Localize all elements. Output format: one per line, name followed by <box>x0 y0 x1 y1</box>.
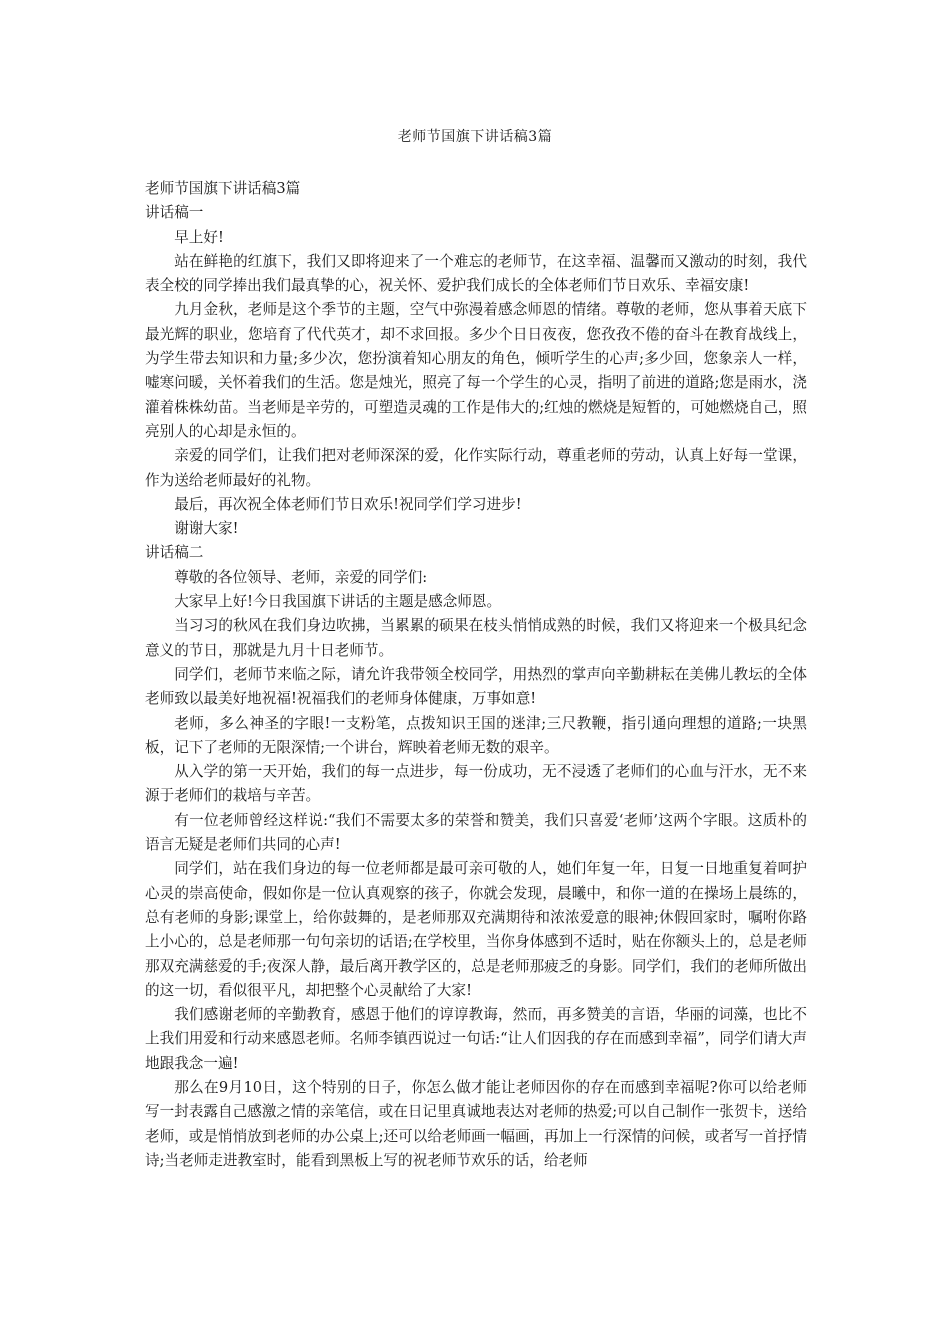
body-paragraph: 站在鲜艳的红旗下，我们又即将迎来了一个难忘的老师节，在这幸福、温馨而又激动的时刻，我代表全校的同学捧出我们最真挚的心，祝关怀、爱护我们成长的全体老师们节日欢乐、幸福安康! <box>145 252 807 295</box>
body-paragraph: 同学们，老师节来临之际，请允许我带领全校同学，用热烈的掌声向辛勤耕耘在美佛儿教坛的全体老师致以最美好地祝福!祝福我们的老师身体健康，万事如意! <box>145 665 807 708</box>
body-paragraph: 老师，多么神圣的字眼!一支粉笔，点拨知识王国的迷津;三尺教鞭，指引通向理想的道路;一块黑板，记下了老师的无限深情;一个讲台，辉映着老师无数的艰辛。 <box>145 714 807 756</box>
body-paragraph: 从入学的第一天开始，我们的每一点进步，每一份成功，无不浸透了老师们的心血与汗水，无不来源于老师们的栽培与辛苦。 <box>145 763 807 805</box>
body-paragraph: 那么在9月10日，这个特别的日子，你怎么做才能让老师因你的存在而感到幸福呢?你可以给老师写一封表露自己感激之情的亲笔信，或在日记里真诚地表达对老师的热爱;可以自己制作一张贺卡，送给老师，或是悄悄放到老师的办公桌上;还可以给老师画一幅画，再加上一行深情的问候，或者写一首抒情诗;当老师走进教室时，能看到黑板上写的祝老师节欢乐的话，给老师 <box>145 1078 807 1169</box>
body-paragraph: 谢谢大家! <box>174 520 239 538</box>
document-title: 老师节国旗下讲话稿3篇 <box>397 129 553 145</box>
body-paragraph: 当习习的秋风在我们身边吹拂，当累累的硕果在枝头悄悄成熟的时候，我们又将迎来一个极具纪念意义的节日，那就是九月十日老师节。 <box>145 617 807 659</box>
document-body <box>145 177 807 1173</box>
body-paragraph: 我们感谢老师的辛勤教育，感恩于他们的谆谆教诲，然而，再多赞美的言语，华丽的词藻，也比不上我们用爱和行动来感恩老师。名师李镇西说过一句话:“让人们因我的存在而感到幸福”，同学们请大声地跟我念一遍! <box>145 1006 807 1072</box>
section-heading: 讲话稿一 <box>145 204 204 222</box>
body-paragraph: 早上好! <box>174 228 224 246</box>
section-heading: 讲话稿二 <box>145 544 204 562</box>
section-heading: 老师节国旗下讲话稿3篇 <box>145 180 301 197</box>
body-paragraph: 尊敬的各位领导、老师，亲爱的同学们: <box>174 568 428 586</box>
body-paragraph: 大家早上好!今日我国旗下讲话的主题是感念师恩。 <box>174 593 502 611</box>
body-paragraph: 同学们，站在我们身边的每一位老师都是最可亲可敬的人，她们年复一年，日复一日地重复着呵护心灵的崇高使命，假如你是一位认真观察的孩子，你就会发现，晨曦中，和你一道的在操场上晨练的，总有老师的身影;课堂上，给你鼓舞的，是老师那双充满期待和浓浓爱意的眼神;休假回家时，嘱咐你路上小心的，总是老师那一句句亲切的话语;在学校里，当你身体感到不适时，贴在你额头上的，总是老师那双充满慈爱的手;夜深人静，最后离开教学区的，总是老师那疲乏的身影。同学们，我们的老师所做出的这一切，看似很平凡，却把整个心灵献给了大家! <box>145 860 807 999</box>
body-paragraph: 亲爱的同学们，让我们把对老师深深的爱，化作实际行动，尊重老师的劳动，认真上好每一堂课，作为送给老师最好的礼物。 <box>145 447 807 489</box>
body-paragraph: 九月金秋，老师是这个季节的主题，空气中弥漫着感念师恩的情绪。尊敬的老师，您从事着天底下最光辉的职业，您培育了代代英才，却不求回报。多少个日日夜夜，您孜孜不倦的奋斗在教育战线上，为学生带去知识和力量;多少次，您扮演着知心朋友的角色，倾听学生的心声;多少回，您象亲人一样，嘘寒问暖，关怀着我们的生活。您是烛光，照亮了每一个学生的心灵，指明了前进的道路;您是雨水，浇灌着株株幼苗。当老师是辛劳的，可塑造灵魂的工作是伟大的;红烛的燃烧是短暂的，可她燃烧自己，照亮别人的心却是永恒的。 <box>145 301 807 440</box>
body-paragraph: 最后，再次祝全体老师们节日欢乐!祝同学们学习进步! <box>174 495 522 513</box>
body-paragraph: 有一位老师曾经这样说:“我们不需要太多的荣誉和赞美，我们只喜爱‘老师’这两个字眼。这质朴的语言无疑是老师们共同的心声! <box>145 811 807 854</box>
